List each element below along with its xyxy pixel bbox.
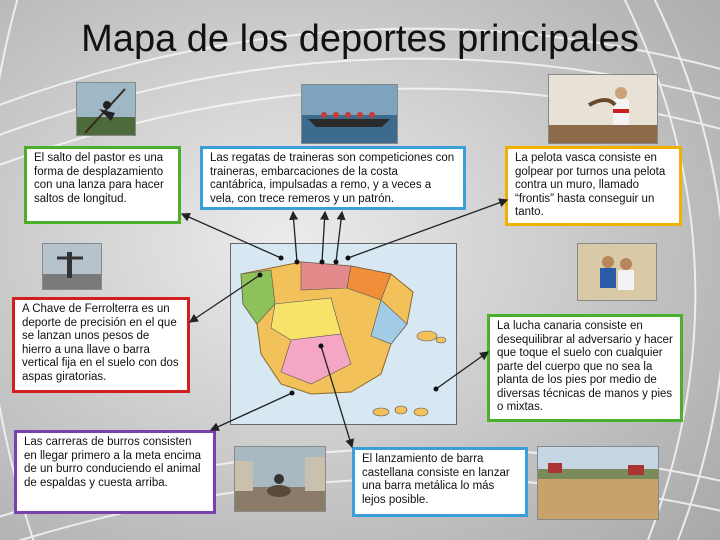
pelota-player-photo bbox=[548, 74, 658, 144]
wrestlers-photo bbox=[577, 243, 657, 301]
regatas-traineras-box: Las regatas de traineras son competiciones con traineras, embarcaciones de la costa cantábrica, impulsadas a remo, y a veces a vela, con trece remeros y un patrón. bbox=[200, 146, 466, 210]
page-title: Mapa de los deportes principales bbox=[81, 18, 639, 60]
salto-del-pastor-box: El salto del pastor es una forma de desplazamiento con una lanza para hacer saltos de longitud. bbox=[24, 146, 181, 224]
donkey-race-photo bbox=[234, 446, 326, 512]
chave-monument-photo bbox=[42, 243, 102, 290]
chave-ferrolterra-box: A Chave de Ferrolterra es un deporte de precisión en el que se lanzan unos pesos de hierro a una llave o barra vertical fija en el suelo con dos aspas giratorias. bbox=[12, 297, 190, 393]
pelota-vasca-box: La pelota vasca consiste en golpear por turnos una pelota contra un muro, llamado “frontis” hasta conseguir un tanto. bbox=[505, 146, 682, 226]
rowing-boat-photo bbox=[301, 84, 398, 144]
pole-vault-photo bbox=[76, 82, 136, 136]
field-photo bbox=[537, 446, 659, 520]
spain-map bbox=[230, 243, 457, 425]
lanzamiento-barra-box: El lanzamiento de barra castellana consiste en lanzar una barra metálica lo más lejos posible. bbox=[352, 447, 528, 517]
lucha-canaria-box: La lucha canaria consiste en desequilibrar al adversario y hacer que toque el suelo con cualquier parte del cuerpo que no sea la planta de los pies por medio de diversas técnicas de manos y pies o mixtas. bbox=[487, 314, 683, 422]
carreras-burros-box: Las carreras de burros consisten en llegar primero a la meta encima de un burro conduciendo el animal de espaldas y cuesta arriba. bbox=[14, 430, 216, 514]
